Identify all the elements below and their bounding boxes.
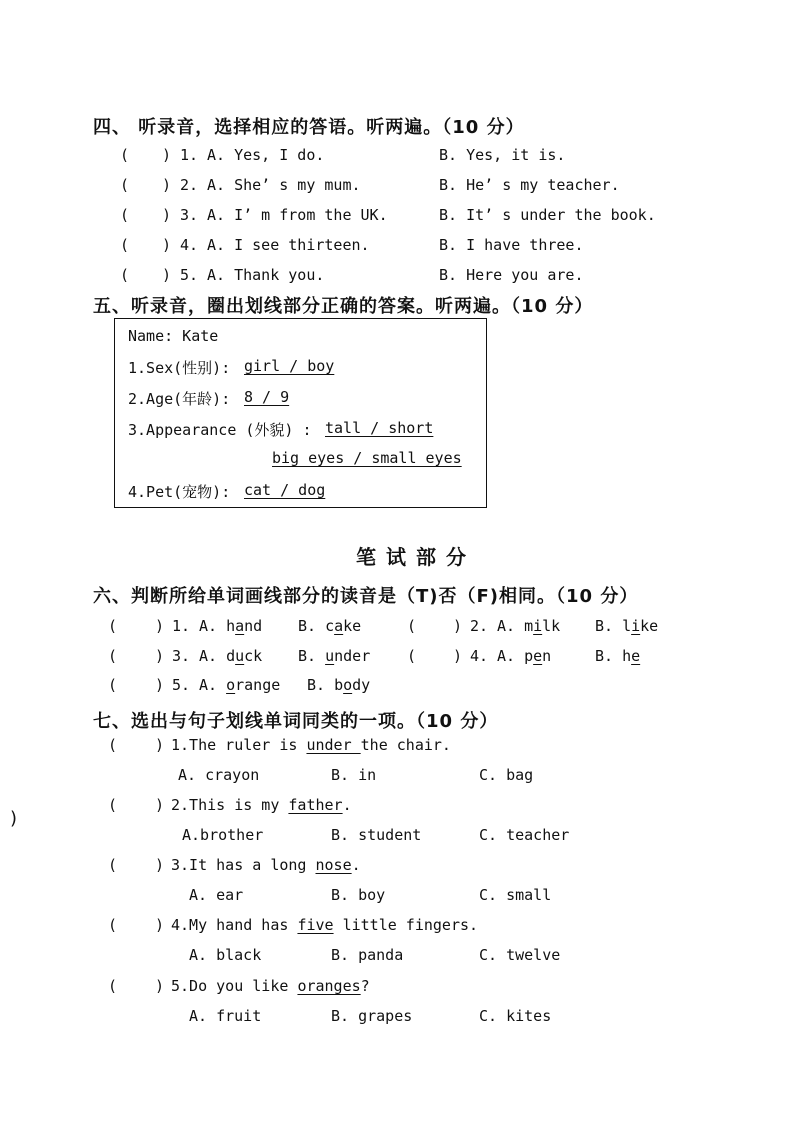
item-paren-open: (: [108, 736, 118, 754]
item-number: 5.: [172, 676, 191, 694]
word-b: B. like: [595, 617, 659, 635]
item-paren-close: ): [155, 676, 165, 694]
option-b: B. Yes, it is.: [439, 146, 566, 164]
item-number: 3.: [180, 206, 199, 224]
option-c: C. small: [479, 886, 552, 904]
item-paren-close: ): [162, 176, 172, 194]
item-paren-close: ): [453, 617, 463, 635]
item-paren-close: ): [453, 647, 463, 665]
option-c: C. bag: [479, 766, 534, 784]
word-a: A. hand: [199, 617, 263, 635]
word-a: A. milk: [497, 617, 561, 635]
item-number: 5.: [180, 266, 199, 284]
option-a: A. Thank you.: [207, 266, 325, 284]
option-c: C. twelve: [479, 946, 561, 964]
word-b: B. he: [595, 647, 641, 665]
option-a: A. fruit: [189, 1007, 262, 1025]
name-line: Name: Kate: [128, 327, 219, 345]
item-paren-open: (: [407, 647, 417, 665]
option-a: A. black: [189, 946, 262, 964]
item-paren-close: ): [155, 617, 165, 635]
option-b: B. I have three.: [439, 236, 584, 254]
item-number: 2.: [470, 617, 489, 635]
option-b: B. He’ s my teacher.: [439, 176, 620, 194]
appearance-label: 3.Appearance (外貌) :: [128, 421, 312, 439]
option-b: B. student: [331, 826, 422, 844]
item-paren-open: (: [407, 617, 417, 635]
item-number: 4.: [470, 647, 489, 665]
appearance-options-height[interactable]: tall / short: [325, 419, 434, 437]
section-4-heading: 四、 听录音，选择相应的答语。听两遍。（10 分）: [93, 117, 525, 138]
word-b: B. body: [307, 676, 371, 694]
item-number: 1.: [172, 617, 191, 635]
question: 5.Do you like oranges?: [171, 977, 370, 995]
word-a: A. pen: [497, 647, 552, 665]
pet-label: 4.Pet(宠物):: [128, 483, 231, 501]
option-b: B. grapes: [331, 1007, 413, 1025]
item-paren-open: (: [108, 617, 118, 635]
item-paren-close: ): [155, 647, 165, 665]
question: 1.The ruler is under the chair.: [171, 736, 451, 754]
word-a: A. orange: [199, 676, 281, 694]
option-c: C. kites: [479, 1007, 552, 1025]
age-label: 2.Age(年龄):: [128, 390, 231, 408]
item-paren-close: ): [162, 266, 172, 284]
question: 3.It has a long nose.: [171, 856, 361, 874]
sex-label: 1.Sex(性别):: [128, 359, 231, 377]
item-paren-open: (: [108, 676, 118, 694]
item-paren-open: (: [108, 916, 118, 934]
kate-info-box: [114, 318, 487, 508]
word-b: B. under: [298, 647, 371, 665]
item-number: 2.: [180, 176, 199, 194]
item-paren-open: (: [120, 236, 130, 254]
option-b: B. boy: [331, 886, 386, 904]
option-a: A. I see thirteen.: [207, 236, 370, 254]
item-paren-open: (: [108, 647, 118, 665]
option-a: A. crayon: [178, 766, 260, 784]
item-paren-open: (: [108, 856, 118, 874]
item-number: 3.: [172, 647, 191, 665]
option-a: A. Yes, I do.: [207, 146, 325, 164]
item-paren-open: (: [120, 206, 130, 224]
item-paren-close: ): [155, 796, 165, 814]
item-paren-close: ): [162, 236, 172, 254]
item-paren-close: ): [155, 977, 165, 995]
item-number: 1.: [180, 146, 199, 164]
item-paren-open: (: [108, 977, 118, 995]
question: 2.This is my father.: [171, 796, 352, 814]
written-part-title: 笔试部分: [356, 545, 476, 569]
item-paren-open: (: [108, 796, 118, 814]
appearance-options-eyes[interactable]: big eyes / small eyes: [272, 449, 462, 467]
section-5-heading: 五、听录音，圈出划线部分正确的答案。听两遍。（10 分）: [93, 296, 594, 317]
item-paren-close: ): [162, 146, 172, 164]
age-options[interactable]: 8 / 9: [244, 388, 290, 406]
stray-margin-mark: ): [10, 808, 18, 829]
word-b: B. cake: [298, 617, 362, 635]
option-b: B. It’ s under the book.: [439, 206, 656, 224]
item-number: 4.: [180, 236, 199, 254]
option-b: B. Here you are.: [439, 266, 584, 284]
option-c: C. teacher: [479, 826, 570, 844]
section-7-heading: 七、选出与句子划线单词同类的一项。（10 分）: [93, 711, 499, 732]
option-a: A.brother: [182, 826, 264, 844]
question: 4.My hand has five little fingers.: [171, 916, 479, 934]
option-a: A. ear: [189, 886, 244, 904]
item-paren-open: (: [120, 266, 130, 284]
sex-options[interactable]: girl / boy: [244, 357, 335, 375]
option-a: A. She’ s my mum.: [207, 176, 361, 194]
option-b: B. in: [331, 766, 377, 784]
item-paren-open: (: [120, 146, 130, 164]
section-6-heading: 六、判断所给单词画线部分的读音是（T)否（F)相同。（10 分）: [93, 586, 639, 607]
item-paren-close: ): [155, 856, 165, 874]
option-a: A. I’ m from the UK.: [207, 206, 388, 224]
word-a: A. duck: [199, 647, 263, 665]
pet-options[interactable]: cat / dog: [244, 481, 326, 499]
option-b: B. panda: [331, 946, 404, 964]
item-paren-close: ): [155, 736, 165, 754]
item-paren-close: ): [162, 206, 172, 224]
item-paren-open: (: [120, 176, 130, 194]
item-paren-close: ): [155, 916, 165, 934]
